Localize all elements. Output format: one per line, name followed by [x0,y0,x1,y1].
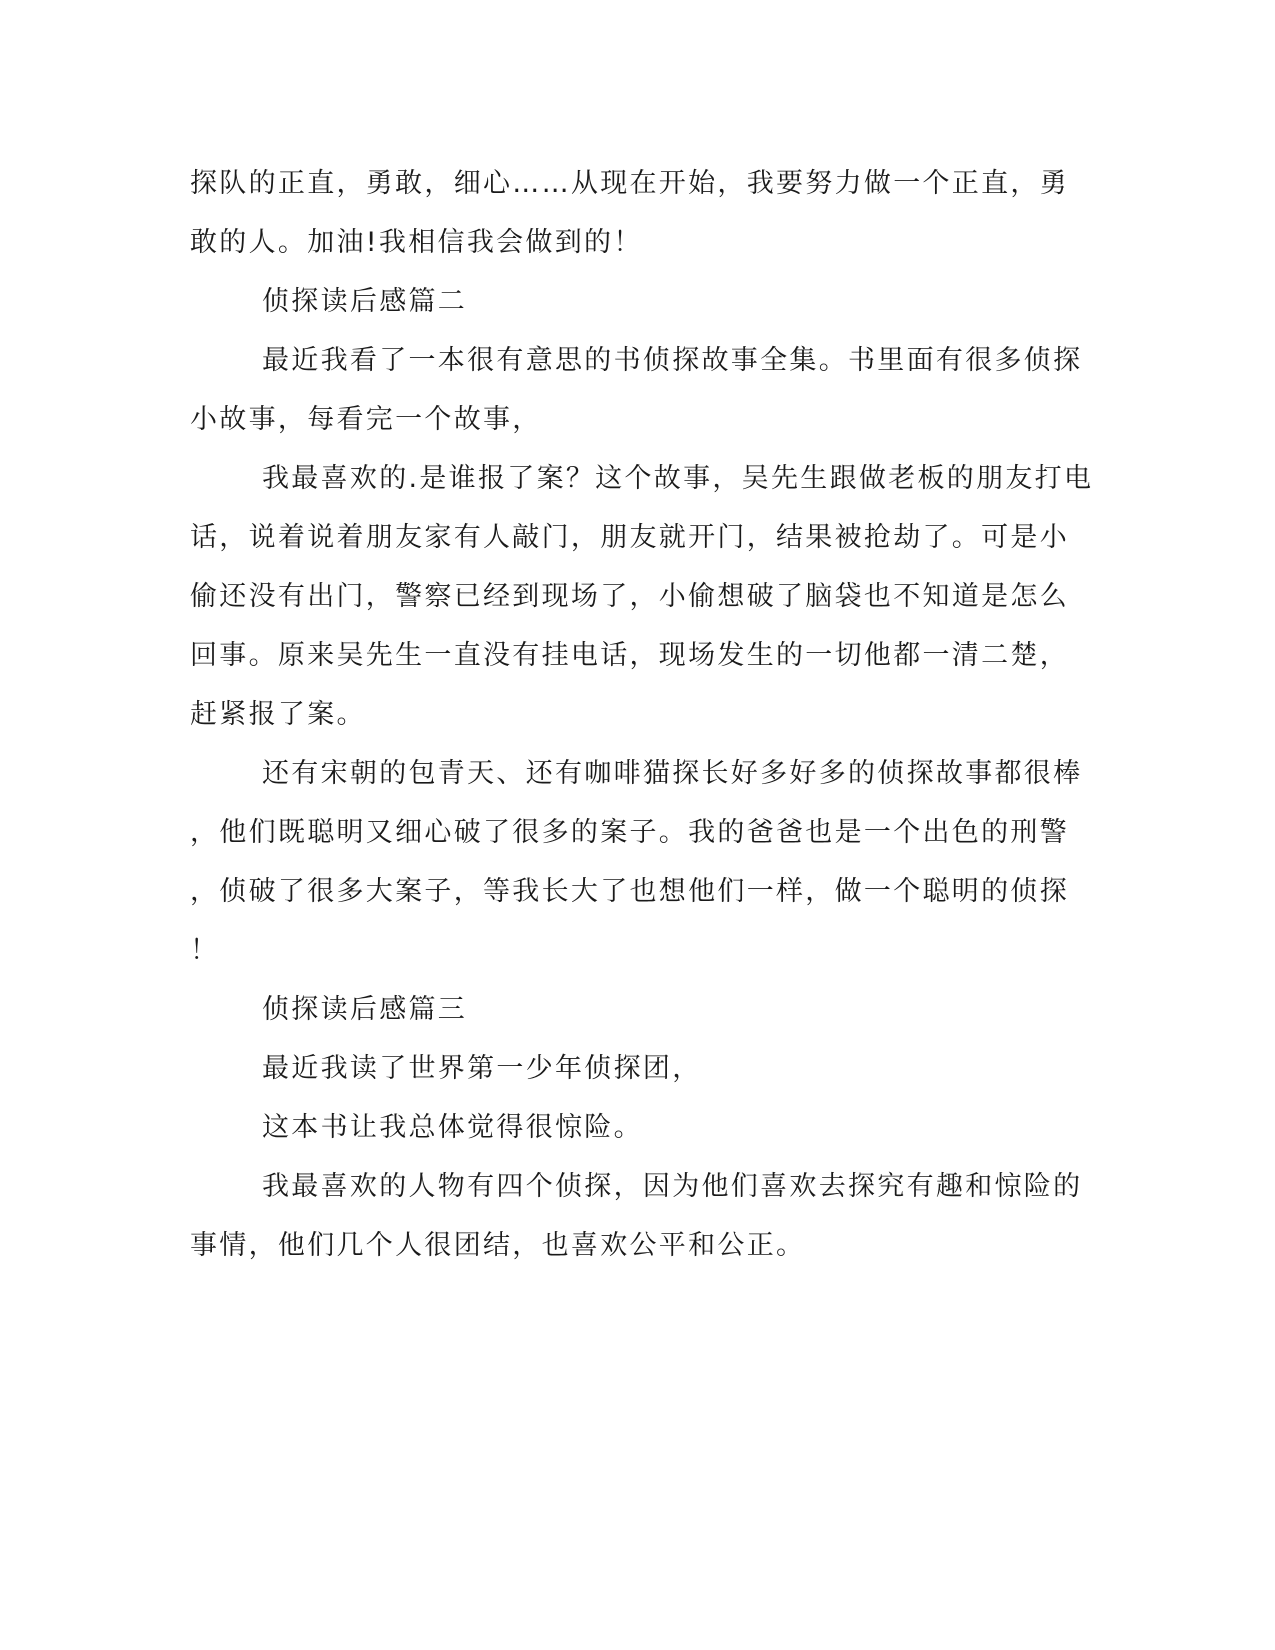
text-line-7: 话，说着说着朋友家有人敲门，朋友就开门，结果被抢劫了。可是小 [190,522,1069,553]
text-line-13: ，侦破了很多大案子，等我长大了也想他们一样，做一个聪明的侦探 [190,876,1069,907]
text-line-10: 赶紧报了案。 [190,699,366,730]
text-line-11: 还有宋朝的包青天、还有咖啡猫探长好多好多的侦探故事都很棒 [262,758,1083,789]
text-line-14: ！ [190,935,220,966]
text-line-6: 我最喜欢的.是谁报了案？这个故事，吴先生跟做老板的朋友打电 [262,463,1094,494]
text-line-1: 探队的正直，勇敢，细心……从现在开始，我要努力做一个正直，勇 [190,168,1069,199]
text-line-8: 偷还没有出门，警察已经到现场了，小偷想破了脑袋也不知道是怎么 [190,581,1069,612]
text-line-2: 敢的人。加油!我相信我会做到的！ [190,227,643,258]
text-line-4: 最近我看了一本很有意思的书侦探故事全集。书里面有很多侦探 [262,345,1083,376]
section-heading-2: 侦探读后感篇二 [262,286,468,317]
section-heading-3: 侦探读后感篇三 [262,994,468,1025]
text-line-12: ，他们既聪明又细心破了很多的案子。我的爸爸也是一个出色的刑警 [190,817,1069,848]
text-line-9: 回事。原来吴先生一直没有挂电话，现场发生的一切他都一清二楚， [190,640,1069,671]
text-line-5: 小故事，每看完一个故事， [190,404,542,435]
text-line-17: 这本书让我总体觉得很惊险。 [262,1112,643,1143]
text-line-16: 最近我读了世界第一少年侦探团， [262,1053,702,1084]
text-line-18: 我最喜欢的人物有四个侦探，因为他们喜欢去探究有趣和惊险的 [262,1171,1083,1202]
text-line-19: 事情，他们几个人很团结，也喜欢公平和公正。 [190,1230,806,1261]
